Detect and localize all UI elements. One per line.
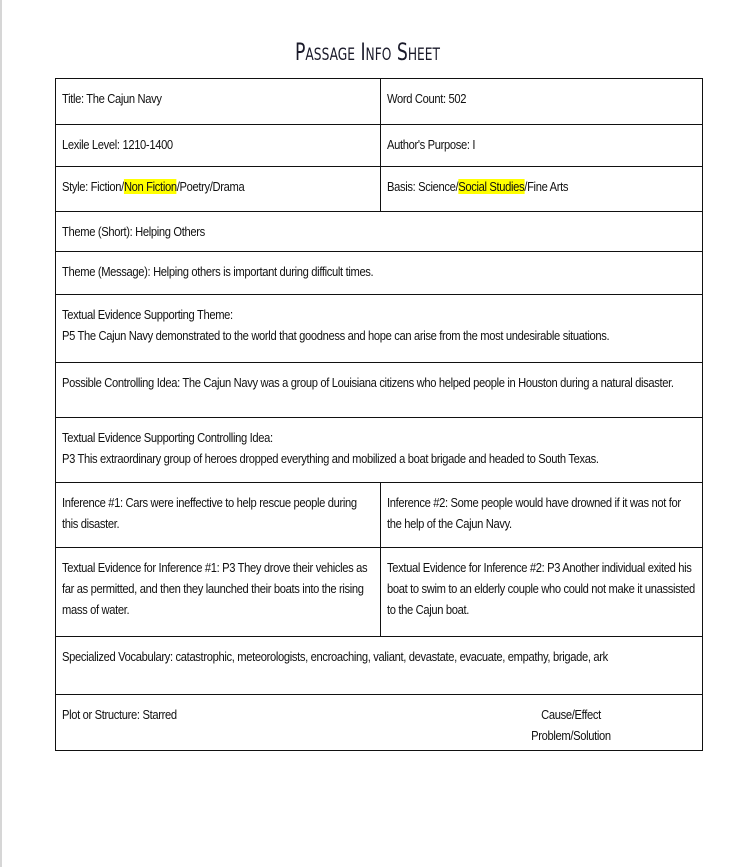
cell-evidence-theme [56,295,703,363]
style-suffix: /Poetry/Drama [176,179,245,194]
cell-evidence-controlling [56,418,703,483]
cell-evidence-inference-2 [381,548,703,637]
basis-suffix: /Fine Arts [524,179,569,194]
passage-info-table [55,78,703,751]
basis-highlight: Social Studies [458,179,525,194]
row-evidence-theme [56,295,703,363]
cell-title [56,79,381,125]
row-inference-evidence [56,548,703,637]
cell-basis [381,167,703,212]
evidence-controlling-label: Textual Evidence Supporting Controlling Idea: [62,430,273,445]
page-title: Passage Info Sheet [295,38,440,66]
controlling-idea-field: Possible Controlling Idea: The Cajun Navy was a group of Louisiana citizens who helped people in Houston during a natural disaster. [62,375,674,390]
row-controlling-idea [56,363,703,418]
theme-short-field: Theme (Short): Helping Others [62,224,205,239]
vocabulary-field: Specialized Vocabulary: catastrophic, meteorologists, encroaching, valiant, devastate, evacuate, empathy, brigade, ark [62,649,608,664]
plot-structure-options [496,704,646,746]
row-title-wordcount [56,79,703,125]
lexile-field: Lexile Level: 1210-1400 [62,137,173,152]
evidence-inference-2-field: Textual Evidence for Inference #2: P3 Another individual exited his boat to swim to an elderly couple who could not make it unassisted to the Cajun boat. [387,560,695,617]
style-prefix: Style: Fiction/ [62,179,124,194]
page-edge [0,0,2,867]
cell-inference-2 [381,483,703,548]
word-count-field: Word Count: 502 [387,91,467,106]
inference-1-field: Inference #1: Cars were ineffective to help rescue people during this disaster. [62,495,357,531]
row-inferences [56,483,703,548]
plot-structure-label: Plot or Structure: Starred [62,707,177,722]
inference-2-field: Inference #2: Some people would have drowned if it was not for the help of the Cajun Navy. [387,495,681,531]
cell-theme-message [56,252,703,295]
row-theme-short [56,212,703,252]
evidence-controlling-text: P3 This extraordinary group of heroes dropped everything and mobilized a boat brigade and headed to South Texas. [62,451,599,466]
theme-message-field: Theme (Message): Helping others is important during difficult times. [62,264,374,279]
title-field: Title: The Cajun Navy [62,91,162,106]
row-evidence-controlling [56,418,703,483]
row-vocabulary [56,637,703,695]
evidence-theme-text: P5 The Cajun Navy demonstrated to the world that goodness and hope can arise from the most undesirable situations. [62,328,610,343]
evidence-inference-1-field: Textual Evidence for Inference #1: P3 They drove their vehicles as far as permitted, and then they launched their boats into the rising mass of water. [62,560,368,617]
basis-prefix: Basis: Science/ [387,179,459,194]
row-style-basis [56,167,703,212]
cell-style [56,167,381,212]
cell-lexile [56,125,381,167]
plot-option-problem-solution: Problem/Solution [531,728,611,743]
evidence-theme-label: Textual Evidence Supporting Theme: [62,307,233,322]
style-field [62,176,244,197]
style-highlight: Non Fiction [123,179,177,194]
cell-plot-structure [56,695,703,751]
row-plot-structure [56,695,703,751]
cell-evidence-inference-1 [56,548,381,637]
plot-option-cause-effect: Cause/Effect [541,707,601,722]
cell-controlling-idea [56,363,703,418]
cell-theme-short [56,212,703,252]
cell-word-count [381,79,703,125]
cell-inference-1 [56,483,381,548]
cell-vocabulary [56,637,703,695]
row-lexile-purpose [56,125,703,167]
row-theme-message [56,252,703,295]
authors-purpose-field: Author's Purpose: I [387,137,476,152]
cell-authors-purpose [381,125,703,167]
basis-field [387,176,568,197]
